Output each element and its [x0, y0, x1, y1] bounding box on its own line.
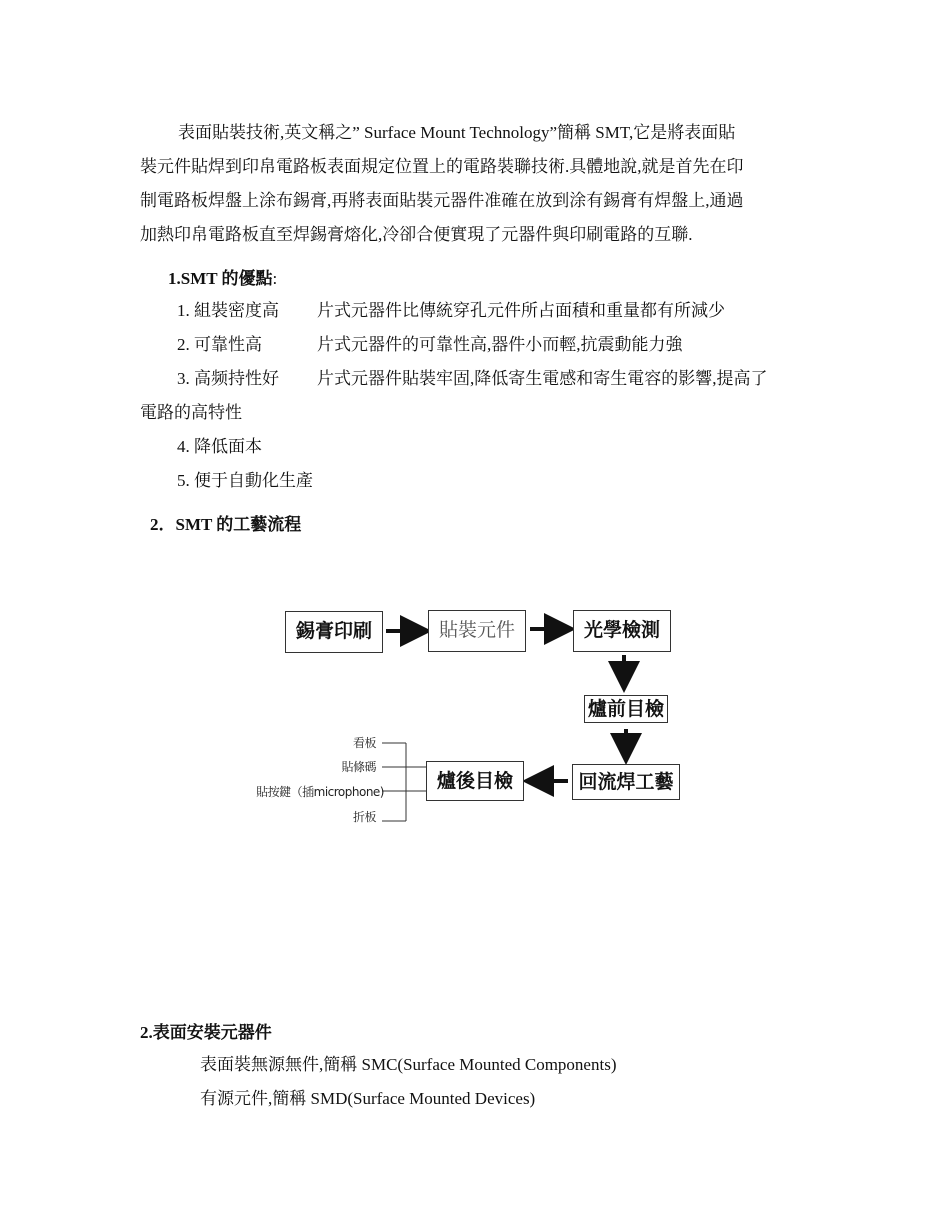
step-mount: 貼裝元件	[428, 610, 526, 652]
advantage-label: 4. 降低面本	[177, 437, 262, 456]
advantage-label: 3. 高频持性好	[177, 369, 279, 388]
advantage-desc: 片式元器件的可靠性高,器件小而輕,抗震動能力強	[317, 335, 683, 354]
process-flow-diagram	[240, 595, 700, 835]
advantage-item	[177, 430, 317, 464]
advantage-desc: 片式元器件貼裝牢固,降低寄生電感和寄生電容的影響,提高了	[317, 369, 768, 388]
step-reflow: 回流焊工藝	[572, 764, 680, 800]
intro-line: 表面貼裝技術,英文稱之” Surface Mount Technology”簡稱 SMT,它是將表面貼	[178, 123, 736, 142]
advantage-label: 5. 便于自動化生產	[177, 471, 313, 490]
advantage-desc: 片式元器件比傳統穿孔元件所占面積和重量都有所減少	[317, 301, 725, 320]
step-pre-oven: 爐前目檢	[584, 695, 668, 723]
side-task: 折板	[352, 810, 376, 824]
components-line: 表面裝無源無件,簡稱 SMC(Surface Mounted Components)	[200, 1055, 617, 1074]
intro-line: 制電路板焊盤上涂布錫膏,再將表面貼裝元器件准確在放到涂有錫膏有焊盤上,通過	[140, 191, 744, 210]
process-heading: 2．SMT 的工藝流程	[150, 515, 302, 534]
step-post-oven: 爐後目檢	[426, 761, 524, 801]
side-task: 看板	[352, 736, 376, 750]
step-inspect: 光學檢測	[573, 610, 671, 652]
side-task: 貼條碼	[341, 760, 376, 774]
advantage-label: 1. 組裝密度高	[177, 301, 279, 320]
advantage-item	[177, 328, 683, 362]
advantage-continuation: 電路的高特性	[140, 403, 242, 422]
components-line: 有源元件,簡稱 SMD(Surface Mounted Devices)	[200, 1089, 536, 1108]
intro-line: 加熱印帛電路板直至焊錫膏熔化,冷卻合便實現了元器件與印刷電路的互聯.	[140, 225, 693, 244]
components-heading: 2.表面安裝元器件	[140, 1023, 272, 1042]
advantages-heading: 1.SMT 的優點:	[168, 269, 278, 288]
intro-line: 裝元件貼焊到印帛電路板表面規定位置上的電路裝聯技術.具體地說,就是首先在印	[140, 157, 744, 176]
intro-paragraph	[140, 116, 820, 252]
step-print: 錫膏印刷	[285, 611, 383, 653]
advantage-label: 2. 可靠性高	[177, 335, 262, 354]
advantage-item	[177, 294, 725, 328]
side-task: 貼按鍵（插microphone)	[256, 785, 384, 799]
advantage-item	[177, 464, 317, 498]
advantage-item	[177, 362, 768, 396]
